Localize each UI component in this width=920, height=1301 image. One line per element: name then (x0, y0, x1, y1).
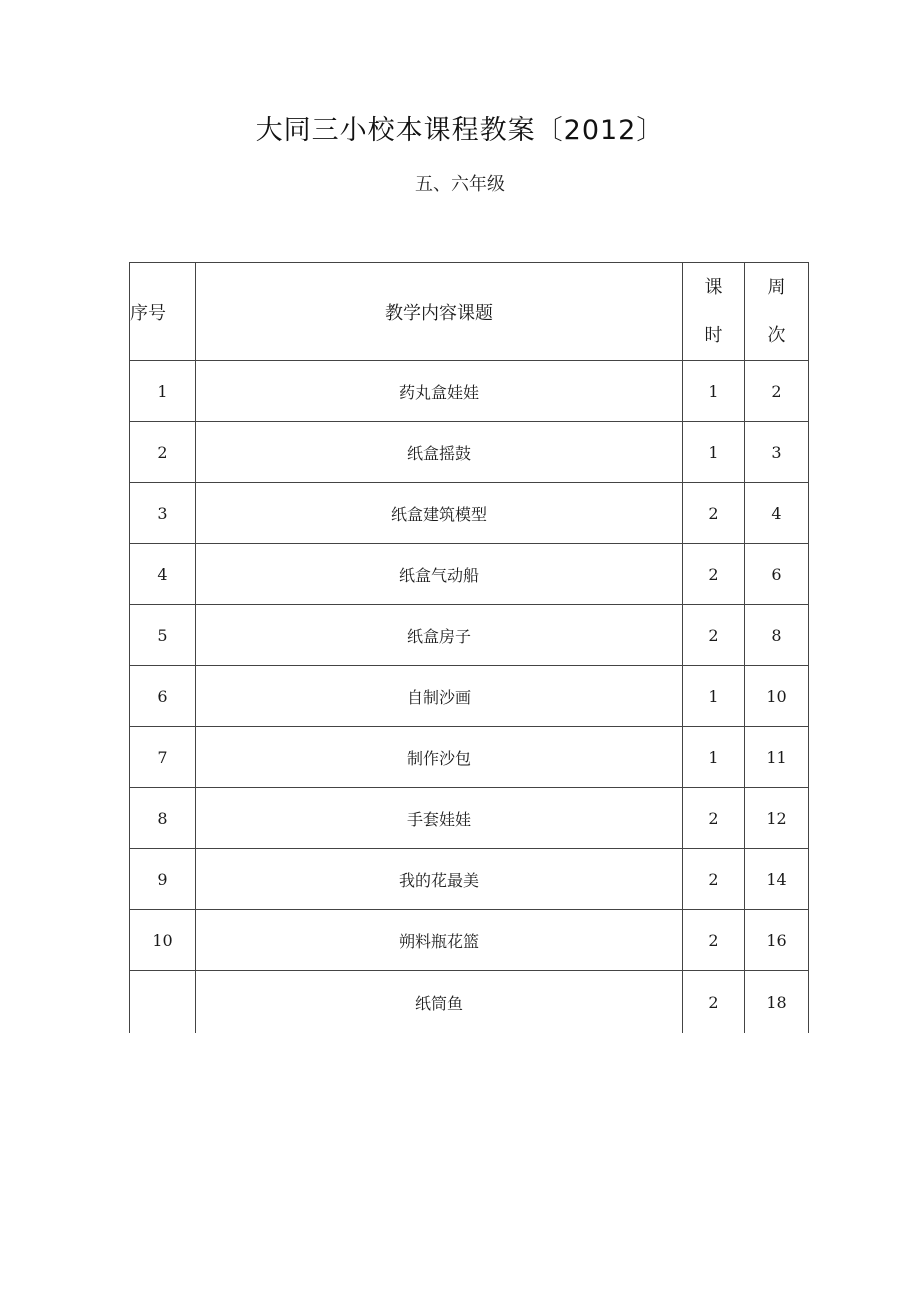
cell-topic: 药丸盒娃娃 (196, 361, 683, 422)
table-row (130, 971, 809, 1034)
table-body (130, 361, 809, 1034)
cell-no: 3 (130, 483, 196, 544)
cell-no: 7 (130, 727, 196, 788)
cell-week: 8 (745, 605, 809, 666)
table-row (130, 788, 809, 849)
cell-no (130, 971, 196, 1034)
document-subtitle: 五、六年级 (415, 174, 505, 195)
header-week-line2: 次 (767, 324, 786, 346)
cell-hours: 1 (683, 422, 745, 483)
cell-topic: 纸盒房子 (196, 605, 683, 666)
cell-topic: 手套娃娃 (196, 788, 683, 849)
cell-no: 2 (130, 422, 196, 483)
header-week-line1: 周 (767, 276, 786, 298)
cell-topic: 制作沙包 (196, 727, 683, 788)
cell-week: 10 (745, 666, 809, 727)
table-row (130, 361, 809, 422)
cell-topic: 纸筒鱼 (196, 971, 683, 1034)
cell-topic: 纸盒建筑模型 (196, 483, 683, 544)
cell-week: 12 (745, 788, 809, 849)
cell-hours: 1 (683, 666, 745, 727)
cell-no: 9 (130, 849, 196, 910)
header-hours (683, 263, 745, 361)
cell-no: 1 (130, 361, 196, 422)
header-week (745, 263, 809, 361)
cell-hours: 2 (683, 910, 745, 971)
cell-week: 18 (745, 971, 809, 1034)
cell-topic: 自制沙画 (196, 666, 683, 727)
table-header-row (130, 263, 809, 361)
header-no: 序号 (130, 263, 196, 361)
table-row (130, 910, 809, 971)
cell-hours: 2 (683, 544, 745, 605)
cell-week: 14 (745, 849, 809, 910)
lesson-plan-table (129, 262, 809, 1033)
cell-no: 10 (130, 910, 196, 971)
cell-hours: 2 (683, 971, 745, 1034)
table-row (130, 849, 809, 910)
cell-week: 2 (745, 361, 809, 422)
table-row (130, 727, 809, 788)
document-title: 大同三小校本课程教案〔2012〕 (255, 115, 665, 146)
cell-topic: 朔料瓶花篮 (196, 910, 683, 971)
cell-no: 4 (130, 544, 196, 605)
table-row (130, 483, 809, 544)
header-hours-line2: 时 (704, 324, 723, 346)
cell-week: 16 (745, 910, 809, 971)
cell-hours: 2 (683, 483, 745, 544)
cell-topic: 纸盒摇鼓 (196, 422, 683, 483)
cell-topic: 我的花最美 (196, 849, 683, 910)
cell-hours: 2 (683, 605, 745, 666)
cell-hours: 1 (683, 727, 745, 788)
table-row (130, 605, 809, 666)
cell-week: 3 (745, 422, 809, 483)
table-row (130, 544, 809, 605)
cell-week: 4 (745, 483, 809, 544)
cell-no: 5 (130, 605, 196, 666)
cell-week: 6 (745, 544, 809, 605)
cell-week: 11 (745, 727, 809, 788)
table-row (130, 422, 809, 483)
header-hours-line1: 课 (704, 276, 723, 298)
cell-no: 6 (130, 666, 196, 727)
cell-hours: 2 (683, 849, 745, 910)
table-row (130, 666, 809, 727)
header-topic: 教学内容课题 (196, 263, 683, 361)
cell-hours: 1 (683, 361, 745, 422)
cell-no: 8 (130, 788, 196, 849)
cell-hours: 2 (683, 788, 745, 849)
cell-topic: 纸盒气动船 (196, 544, 683, 605)
